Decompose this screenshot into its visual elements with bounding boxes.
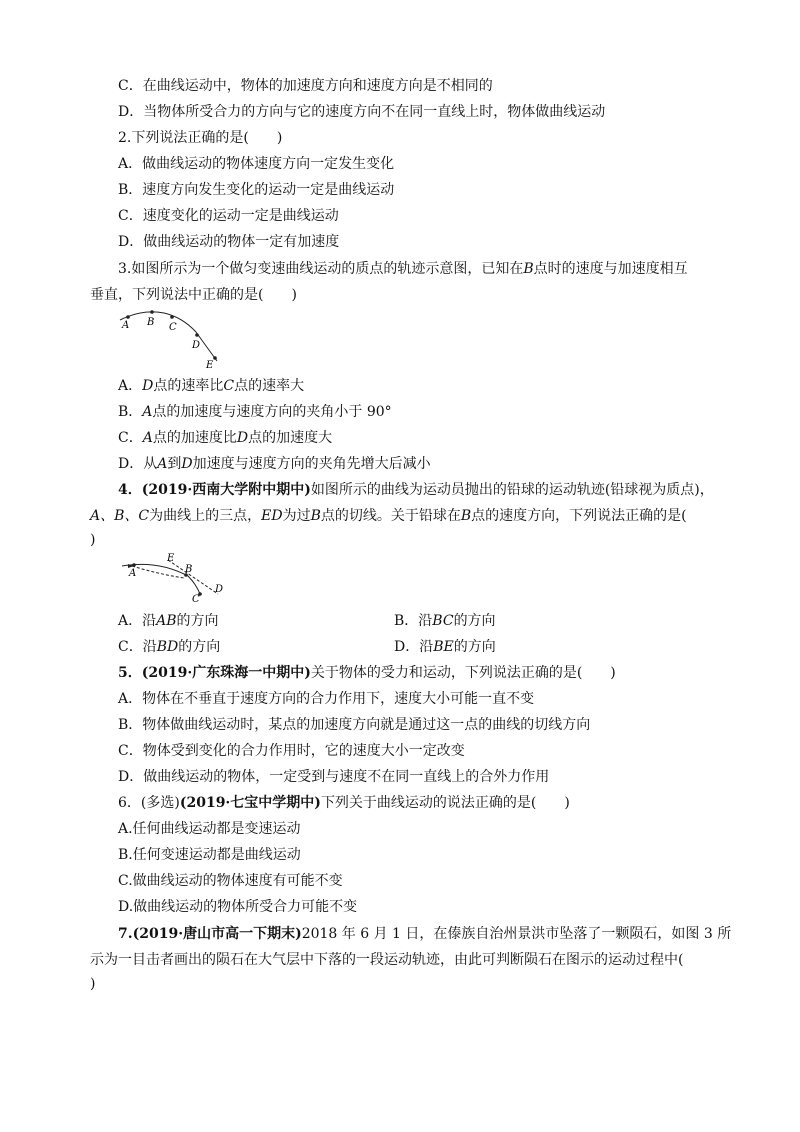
q6-option-d: D.做曲线运动的物体所受合力可能不变	[118, 899, 358, 915]
q7-source: 7.(2019·唐山市高一下期末)	[118, 926, 302, 942]
q4-fig-label-a: A	[129, 568, 137, 579]
q2-option-c: C．速度变化的运动一定是曲线运动	[118, 208, 339, 224]
q3-trajectory-figure	[112, 304, 232, 370]
q4-stem-line1: 4．(2019·西南大学附中期中)如图所示的曲线为运动员抛出的铅球的运动轨迹(铅球视为质点)，	[118, 482, 714, 498]
q3-option-c: C．A点的加速度比D点的加速度大	[118, 430, 333, 446]
q3-stem-line2: 垂直，下列说法中正确的是( )	[90, 287, 297, 303]
q3-fig-label-c: C	[169, 322, 177, 333]
q5-stem: 5．(2019·广东珠海一中期中)关于物体的受力和运动，下列说法正确的是( )	[118, 665, 616, 681]
q7-stem-line3: )	[90, 976, 96, 992]
q6-option-c: C.做曲线运动的物体速度有可能不变	[118, 873, 343, 889]
q2-option-a: A．做曲线运动的物体速度方向一定发生变化	[118, 156, 395, 172]
q2-option-b: B．速度方向发生变化的运动一定是曲线运动	[118, 182, 395, 198]
q4-option-c: C．沿BD的方向	[118, 639, 221, 655]
q4-option-a: A．沿AB的方向	[118, 613, 219, 629]
q4-source: (2019·西南大学附中期中)	[141, 482, 311, 498]
q4-stem-line3: )	[90, 532, 96, 548]
q4-fig-label-b: B	[185, 564, 193, 575]
q5-option-a: A．物体在不垂直于速度方向的合力作用下，速度大小可能一直不变	[118, 691, 535, 707]
q3-option-b: B．A点的加速度与速度方向的夹角小于 90°	[118, 404, 392, 420]
q7-stem-line1: 7.(2019·唐山市高一下期末)2018 年 6 月 1 日，在傣族自治州景洪市坠落了一颗陨石，如图 3 所	[118, 926, 732, 942]
q3-fig-label-d: D	[192, 340, 201, 351]
q1-option-d: D．当物体所受合力的方向与它的速度方向不在同一直线上时，物体做曲线运动	[118, 104, 606, 120]
q5-option-b: B．物体做曲线运动时，某点的加速度方向就是通过这一点的曲线的切线方向	[118, 717, 591, 733]
q4-fig-label-d: D	[215, 584, 224, 595]
q5-source: (2019·广东珠海一中期中)	[141, 665, 311, 681]
q2-option-d: D．做曲线运动的物体一定有加速度	[118, 234, 340, 250]
q3-fig-label-e: E	[206, 360, 214, 370]
q3-fig-label-a: A	[122, 320, 130, 331]
q4-fig-label-c: C	[192, 594, 200, 604]
q2-stem: 2.下列说法正确的是( )	[118, 130, 283, 146]
q7-stem-line2: 示为一目击者画出的陨石在大气层中下落的一段运动轨迹，由此可判断陨石在图示的运动过程中(	[90, 952, 684, 968]
q3-stem-line1: 3.如图所示为一个做匀变速曲线运动的质点的轨迹示意图，已知在B点时的速度与加速度相互	[118, 261, 688, 277]
q4-trajectory-figure	[118, 552, 228, 604]
q3-option-d: D．从A到D加速度与速度方向的夹角先增大后减小	[118, 456, 431, 472]
q6-stem: 6．(多选)(2019·七宝中学期中)下列关于曲线运动的说法正确的是( )	[118, 795, 570, 811]
q4-option-d: D．沿BE的方向	[394, 639, 496, 655]
q5-option-d: D．做曲线运动的物体，一定受到与速度不在同一直线上的合外力作用	[118, 769, 550, 785]
q1-option-c: C．在曲线运动中，物体的加速度方向和速度方向是不相同的	[118, 78, 493, 94]
q3-fig-label-b: B	[147, 317, 155, 328]
q4-fig-label-e: E	[167, 553, 175, 564]
q6-source: (2019·七宝中学期中)	[179, 795, 321, 811]
q3-option-a: A．D点的速率比C点的速率大	[118, 378, 305, 394]
q4-option-b: B．沿BC的方向	[394, 613, 496, 629]
q6-option-b: B.任何变速运动都是曲线运动	[118, 847, 301, 863]
q4-stem-line2: A、B、C为曲线上的三点，ED为过B点的切线。关于铅球在B点的速度方向，下列说法正确的是(	[90, 508, 687, 524]
q5-option-c: C．物体受到变化的合力作用时，它的速度大小一定改变	[118, 743, 465, 759]
q6-option-a: A.任何曲线运动都是变速运动	[118, 821, 301, 837]
